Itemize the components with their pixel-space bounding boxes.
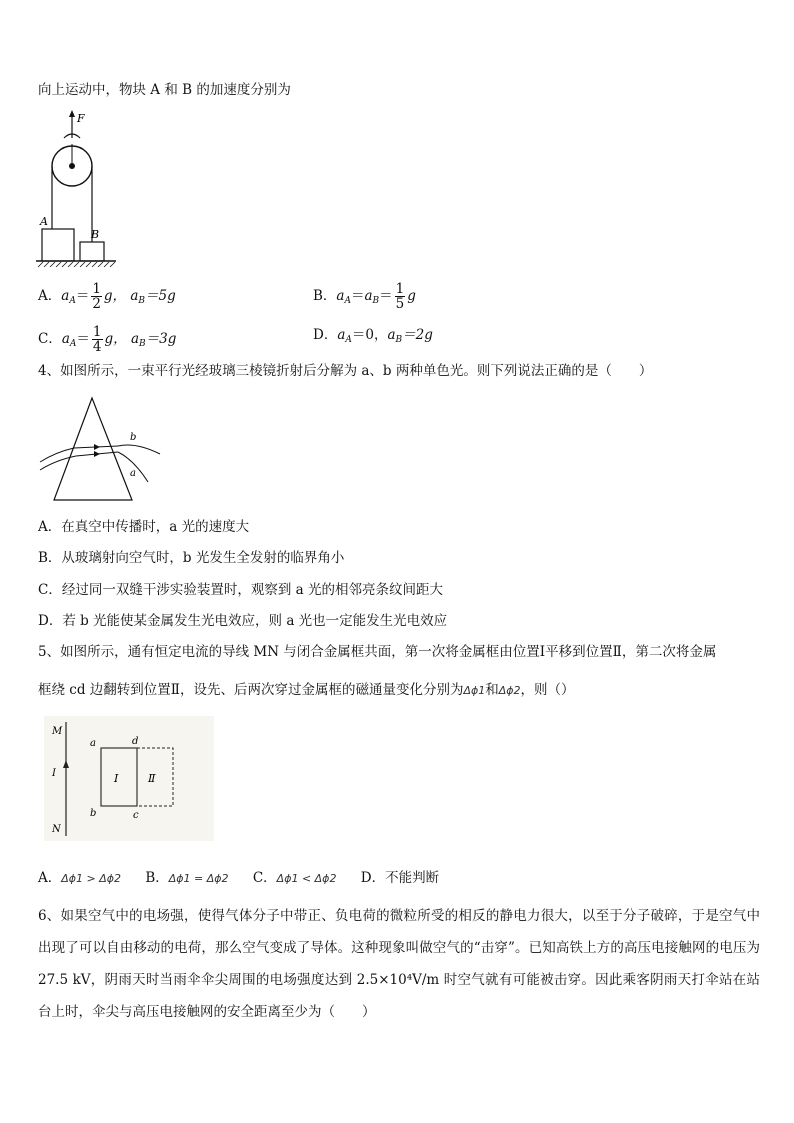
label-I: I — [52, 768, 56, 779]
q5-options: A．Δϕ1 > Δϕ2 B．Δϕ1 = Δϕ2 C．Δϕ1 < Δϕ2 D．不能判断 — [38, 870, 440, 886]
q4-option-d: D．若 b 光能使某金属发生光电效应，则 a 光也一定能发生光电效应 — [38, 613, 448, 629]
q5-stem-line1: 5、如图所示，通有恒定电流的导线 MN 与闭合金属框共面，第一次将金属框由位置Ⅰ平移到位置Ⅱ，第二次将金属 — [38, 644, 717, 660]
q4-stem: 4、如图所示，一束平行光经玻璃三棱镜折射后分解为 a、b 两种单色光。则下列说法正确的是（ ） — [38, 363, 653, 379]
fraction-one-quarter: $\frac{1}{4}$ — [92, 324, 102, 355]
label-b: b — [90, 808, 97, 819]
q5-stem-line2: 框绕 cd 边翻转到位置Ⅱ，设先、后两次穿过金属框的磁通量变化分别为Δϕ1和Δϕ2，则（） — [38, 682, 575, 698]
label-d: d — [132, 736, 139, 747]
flux-1: Δϕ1 — [463, 684, 486, 697]
fraction-one-half: $\frac{1}{2}$ — [92, 281, 101, 312]
fraction-one-fifth: $\frac{1}{5}$ — [395, 281, 405, 312]
label-position-1: Ⅰ — [114, 772, 119, 785]
label-a: a — [130, 468, 136, 479]
q3-stem-tail: 向上运动中，物块 A 和 B 的加速度分别为 — [38, 82, 291, 98]
flux-2: Δϕ2 — [498, 684, 521, 697]
label-F: F — [77, 112, 85, 125]
pulley-figure — [34, 108, 124, 270]
prism-figure — [36, 394, 166, 504]
label-c: c — [133, 810, 139, 821]
q4-option-a: A．在真空中传播时，a 光的速度大 — [38, 519, 250, 535]
label-B: B — [91, 228, 100, 241]
label-N: N — [52, 824, 61, 835]
q3-option-d: D．$a_A=0$，$a_B=2g$ — [313, 327, 433, 345]
q3-option-a: A．$a_A=$ $\frac{1}{2}$ g， $a_B=5g$ — [38, 281, 176, 312]
q4-option-b: B．从玻璃射向空气时，b 光发生全发射的临界角小 — [38, 550, 345, 566]
label-a: a — [90, 738, 96, 749]
label-position-2: Ⅱ — [148, 772, 156, 785]
q4-option-c: C．经过同一双缝干涉实验装置时，观察到 a 光的相邻亮条纹间距大 — [38, 582, 443, 598]
q3-option-b: B．$a_A=a_B=$ $\frac{1}{5}$ g — [313, 281, 416, 312]
q3-option-c: C．$a_A=$ $\frac{1}{4}$ g， $a_B=3g$ — [38, 324, 177, 355]
label-A: A — [40, 215, 48, 228]
q6-text: 6、如果空气中的电场强，使得气体分子中带正、负电荷的微粒所受的相反的静电力很大，以至于分子破碎，于是空气中出现了可以自由移动的电荷，那么空气变成了导体。这种现象叫做空气的“击穿”。已知高铁上方的高压电接触网的电压为 27.5 kV，阴雨天时当雨伞伞尖周围的电场强度达到 2.5×10⁴V/m 时空气就有可能被击穿。因此乘客阴雨天打伞站在站台上时，伞尖与高压电接触网的安全距离至少为（ ） — [38, 908, 760, 1020]
label-b: b — [130, 432, 137, 443]
wire-frame-figure — [44, 716, 214, 841]
label-M: M — [52, 726, 63, 737]
